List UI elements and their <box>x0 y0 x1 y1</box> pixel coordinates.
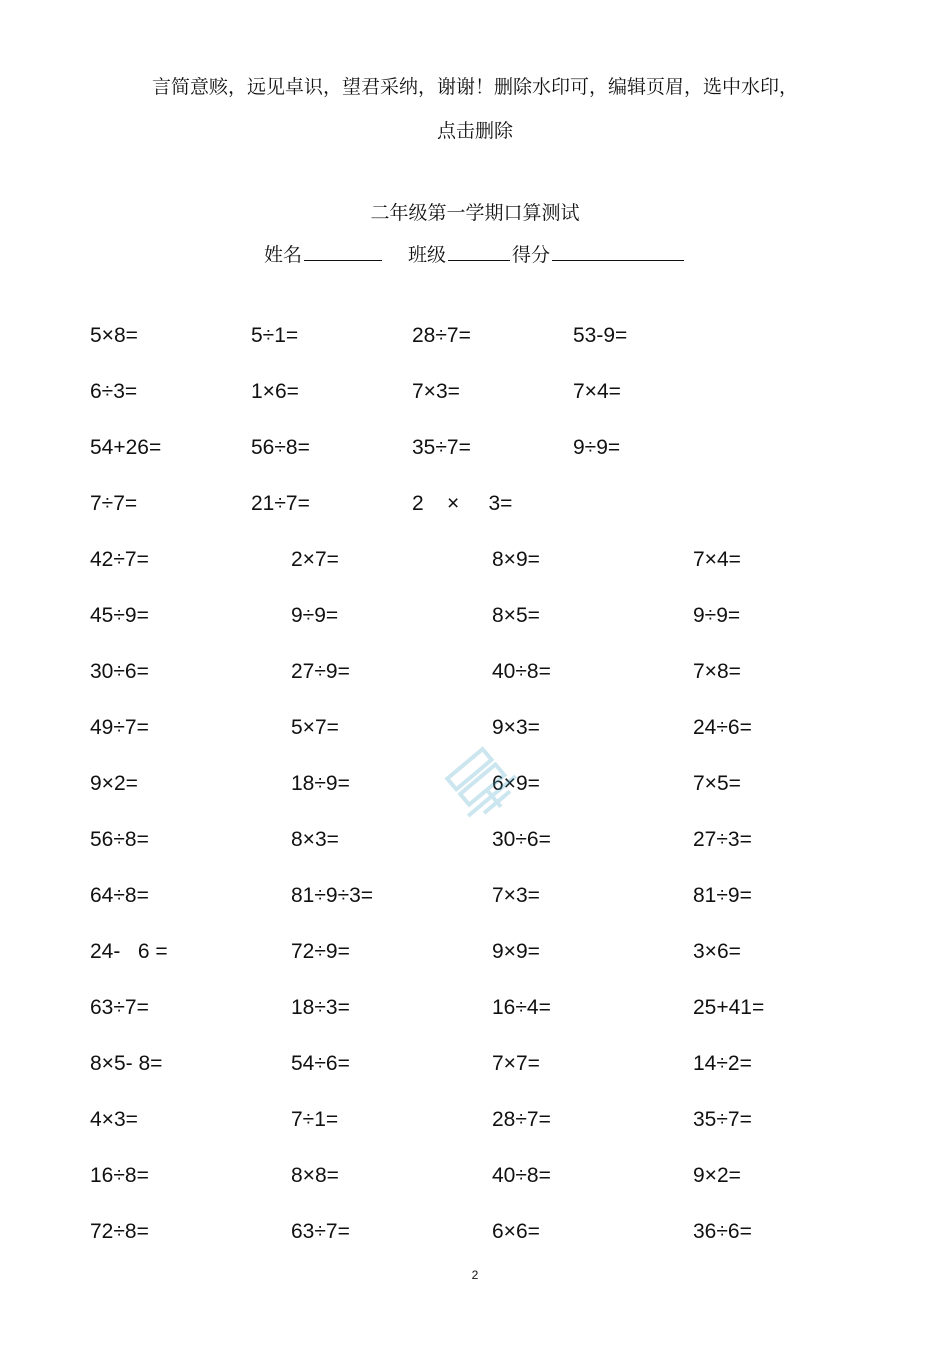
problem-item: 42÷7= <box>90 548 149 571</box>
problem-item: 7×8= <box>693 660 741 683</box>
watermark-notice-line-2: 点击删除 <box>436 120 513 142</box>
problem-item: 7×3= <box>412 380 460 403</box>
problem-item: 81÷9÷3= <box>291 884 374 907</box>
problem-item: 6÷3= <box>90 380 138 403</box>
problem-item: 2×7= <box>291 548 339 571</box>
problem-item: 21÷7= <box>251 492 310 515</box>
problem-item: 8×5- 8= <box>90 1052 163 1075</box>
problem-item: 40÷8= <box>492 1164 551 1187</box>
problem-item: 9×3= <box>492 716 540 739</box>
problem-item: 81÷9= <box>693 884 752 907</box>
class-label: 班级 <box>408 244 447 266</box>
problem-item: 35÷7= <box>412 436 471 459</box>
problem-item: 28÷7= <box>492 1108 551 1131</box>
problem-item: 49÷7= <box>90 716 149 739</box>
problem-item: 3×6= <box>693 940 741 963</box>
problem-item: 28÷7= <box>412 324 471 347</box>
problem-item: 7×7= <box>492 1052 540 1075</box>
name-label: 姓名 <box>263 244 302 266</box>
problem-item: 1×6= <box>251 380 299 403</box>
problem-item: 72÷9= <box>291 940 350 963</box>
problem-item: 16÷4= <box>492 996 551 1019</box>
problem-item: 5×7= <box>291 716 339 739</box>
watermark-notice-line-1: 言简意赅，远见卓识，望君采纳，谢谢！删除水印可，编辑页眉，选中水印， <box>151 76 798 98</box>
problem-item: 36÷6= <box>693 1220 752 1243</box>
problem-item: 27÷9= <box>291 660 350 683</box>
problem-item: 7×4= <box>573 380 621 403</box>
problem-item: 9×9= <box>492 940 540 963</box>
problem-item: 9×2= <box>90 772 138 795</box>
problem-item: 56÷8= <box>251 436 310 459</box>
problem-item: 9÷9= <box>693 604 741 627</box>
problem-item: 27÷3= <box>693 828 752 851</box>
problem-item: 8×9= <box>492 548 540 571</box>
problem-item: 45÷9= <box>90 604 149 627</box>
problem-item: 7×4= <box>693 548 741 571</box>
score-label: 得分 <box>512 244 551 266</box>
problem-item: 2 × 3= <box>412 492 513 515</box>
problem-item: 4×3= <box>90 1108 138 1131</box>
page-number: 2 <box>471 1268 479 1282</box>
problem-item: 7÷1= <box>291 1108 339 1131</box>
class-blank <box>448 240 510 261</box>
problem-item: 30÷6= <box>90 660 149 683</box>
problem-item: 8×8= <box>291 1164 339 1187</box>
problem-item: 9÷9= <box>291 604 339 627</box>
problem-item: 16÷8= <box>90 1164 149 1187</box>
problem-item: 24÷6= <box>693 716 752 739</box>
problem-item: 14÷2= <box>693 1052 752 1075</box>
page-title: 二年级第一学期口算测试 <box>370 202 580 224</box>
problem-item: 54÷6= <box>291 1052 350 1075</box>
name-blank <box>304 240 382 261</box>
problem-item: 54+26= <box>90 436 162 459</box>
problem-item: 8×3= <box>291 828 339 851</box>
problem-item: 53-9= <box>573 324 628 347</box>
problem-item: 5÷1= <box>251 324 299 347</box>
problem-item: 5×8= <box>90 324 138 347</box>
problem-item: 56÷8= <box>90 828 149 851</box>
problem-item: 9÷9= <box>573 436 621 459</box>
problem-item: 64÷8= <box>90 884 149 907</box>
problem-item: 9×2= <box>693 1164 741 1187</box>
score-blank <box>552 240 684 261</box>
problem-item: 7×3= <box>492 884 540 907</box>
student-info-line <box>0 240 950 267</box>
problem-item: 63÷7= <box>291 1220 350 1243</box>
problem-item: 30÷6= <box>492 828 551 851</box>
problem-item: 24- 6 = <box>90 940 168 963</box>
problem-item: 40÷8= <box>492 660 551 683</box>
problem-item: 35÷7= <box>693 1108 752 1131</box>
watermark-logo <box>436 738 526 828</box>
problem-item: 63÷7= <box>90 996 149 1019</box>
problem-item: 18÷3= <box>291 996 350 1019</box>
problem-item: 18÷9= <box>291 772 350 795</box>
problem-item: 7×5= <box>693 772 741 795</box>
problem-item: 25+41= <box>693 996 765 1019</box>
problem-item: 6×6= <box>492 1220 540 1243</box>
problem-item: 72÷8= <box>90 1220 149 1243</box>
problem-item: 6×9= <box>492 772 540 795</box>
problem-item: 7÷7= <box>90 492 138 515</box>
problem-item: 8×5= <box>492 604 540 627</box>
